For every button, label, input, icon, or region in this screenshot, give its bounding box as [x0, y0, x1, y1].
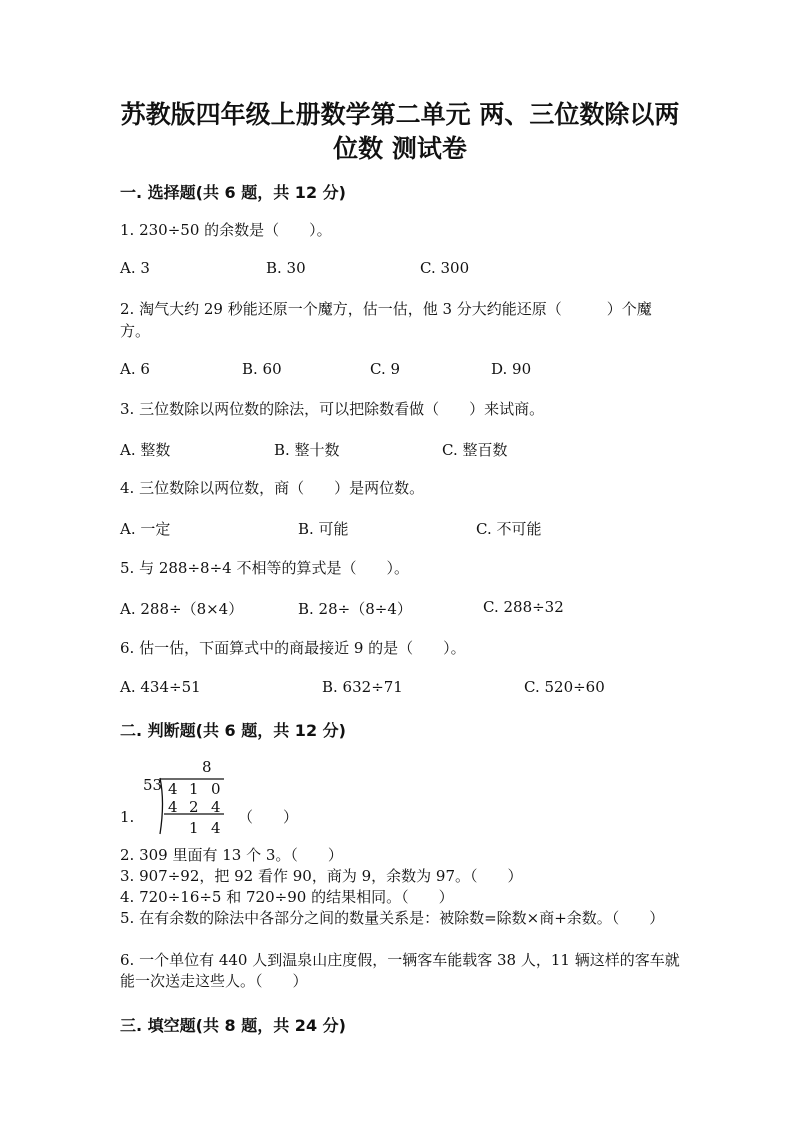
q2-option-c: C. 9: [370, 360, 401, 378]
q1-option-a: A. 3: [120, 259, 150, 277]
section-heading-fill: 三. 填空题(共 8 题，共 24 分): [120, 1016, 346, 1035]
q2-option-a: A. 6: [120, 360, 150, 378]
question-5: 5. 与 288÷8÷4 不相等的算式是（ ）。: [120, 559, 409, 577]
q6-option-b: B. 632÷71: [322, 678, 403, 696]
q2-option-d: D. 90: [491, 360, 532, 378]
section-heading-choice: 一. 选择题(共 6 题，共 12 分): [120, 183, 346, 202]
q4-option-b: B. 可能: [298, 520, 349, 538]
dividend-digit-2: 1: [189, 780, 199, 798]
product-digit-2: 2: [189, 798, 199, 816]
judge-q1-number: 1.: [120, 808, 135, 826]
q3-option-c: C. 整百数: [442, 441, 508, 459]
page-title-line-1: 苏教版四年级上册数学第二单元 两、三位数除以两: [120, 100, 680, 129]
question-2: 2. 淘气大约 29 秒能还原一个魔方，估一估，他 3 分大约能还原（ ）个魔方。: [120, 300, 652, 340]
q2-option-b: B. 60: [242, 360, 282, 378]
judge-question-2: 2. 309 里面有 13 个 3。（ ）: [120, 846, 343, 864]
judge-q1-answer-paren: （ ）: [238, 808, 299, 826]
q4-option-c: C. 不可能: [476, 520, 542, 538]
q4-option-a: A. 一定: [120, 520, 171, 538]
q3-option-a: A. 整数: [120, 441, 171, 459]
q1-option-c: C. 300: [420, 259, 470, 277]
q5-option-c: C. 288÷32: [483, 598, 564, 616]
question-3: 3. 三位数除以两位数的除法，可以把除数看做（ ）来试商。: [120, 400, 545, 418]
remainder-digit-1: 1: [189, 819, 199, 837]
q5-option-a: A. 288÷（8×4）: [120, 600, 244, 618]
q5-option-b: B. 28÷（8÷4）: [298, 600, 412, 618]
dividend-digit-3: 0: [211, 780, 221, 798]
question-1: 1. 230÷50 的余数是（ ）。: [120, 221, 332, 239]
question-4: 4. 三位数除以两位数，商（ ）是两位数。: [120, 479, 425, 497]
remainder-digit-2: 4: [211, 819, 221, 837]
section-heading-judge: 二. 判断题(共 6 题，共 12 分): [120, 721, 346, 740]
q1-option-b: B. 30: [266, 259, 306, 277]
q3-option-b: B. 整十数: [274, 441, 340, 459]
division-divisor: 53: [143, 776, 163, 794]
judge-question-4: 4. 720÷16÷5 和 720÷90 的结果相同。（ ）: [120, 888, 454, 906]
page-title-line-2: 位数 测试卷: [333, 134, 467, 163]
question-6: 6. 估一估，下面算式中的商最接近 9 的是（ ）。: [120, 639, 466, 657]
judge-question-6: 6. 一个单位有 440 人到温泉山庄度假，一辆客车能载客 38 人，11 辆这样的客车就能一次送走这些人。（ ）: [120, 951, 680, 990]
division-bracket-curve: [160, 778, 163, 834]
judge-question-3: 3. 907÷92，把 92 看作 90，商为 9，余数为 97。（ ）: [120, 867, 523, 885]
q6-option-a: A. 434÷51: [120, 678, 201, 696]
dividend-digit-1: 4: [168, 780, 178, 798]
product-digit-1: 4: [168, 798, 178, 816]
product-digit-3: 4: [211, 798, 221, 816]
division-quotient: 8: [202, 758, 212, 776]
judge-question-5: 5. 在有余数的除法中各部分之间的数量关系是：被除数=除数×商+余数。（ ）: [120, 909, 665, 927]
q6-option-c: C. 520÷60: [524, 678, 605, 696]
